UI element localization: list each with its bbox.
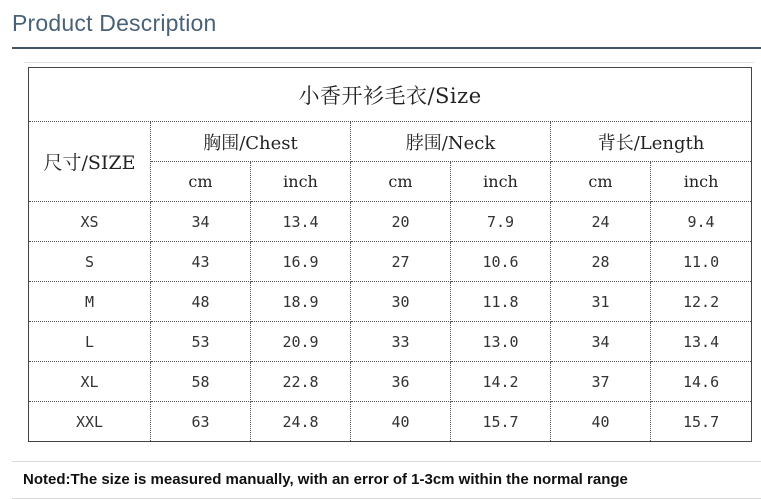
neck-cm: 30 — [351, 282, 451, 322]
table-row — [29, 242, 752, 282]
unit-header-cm: cm — [551, 162, 651, 202]
length-inch: 11.0 — [651, 242, 752, 282]
length-inch: 13.4 — [651, 322, 752, 362]
length-cm: 24 — [551, 202, 651, 242]
neck-cm: 20 — [351, 202, 451, 242]
length-cm: 28 — [551, 242, 651, 282]
table-row — [29, 322, 752, 362]
length-inch: 14.6 — [651, 362, 752, 402]
length-header: 背长/Length — [551, 122, 752, 162]
unit-header-inch: inch — [451, 162, 551, 202]
neck-header: 脖围/Neck — [351, 122, 551, 162]
chest-header: 胸围/Chest — [151, 122, 351, 162]
chest-cm: 43 — [151, 242, 251, 282]
table-row — [29, 362, 752, 402]
unit-header-cm: cm — [351, 162, 451, 202]
length-cm: 34 — [551, 322, 651, 362]
note-bar — [12, 461, 761, 499]
table-row — [29, 202, 752, 242]
size-label: XS — [29, 202, 151, 242]
chest-inch: 13.4 — [251, 202, 351, 242]
chest-inch: 20.9 — [251, 322, 351, 362]
table-row — [29, 282, 752, 322]
neck-inch: 7.9 — [451, 202, 551, 242]
measurement-note: Noted:The size is measured manually, with an error of 1-3cm within the normal range — [23, 471, 628, 488]
neck-cm: 36 — [351, 362, 451, 402]
chest-inch: 16.9 — [251, 242, 351, 282]
chest-cm: 48 — [151, 282, 251, 322]
length-inch: 9.4 — [651, 202, 752, 242]
neck-inch: 13.0 — [451, 322, 551, 362]
size-chart-title: 小香开衫毛衣/Size — [29, 68, 752, 122]
chest-inch: 24.8 — [251, 402, 351, 442]
section-title-divider — [12, 47, 761, 49]
size-chart-image — [24, 62, 754, 447]
section-title: Product Description — [12, 10, 217, 36]
chest-cm: 58 — [151, 362, 251, 402]
neck-cm: 33 — [351, 322, 451, 362]
neck-cm: 40 — [351, 402, 451, 442]
chest-cm: 34 — [151, 202, 251, 242]
size-label: M — [29, 282, 151, 322]
neck-inch: 11.8 — [451, 282, 551, 322]
size-label: L — [29, 322, 151, 362]
neck-inch: 14.2 — [451, 362, 551, 402]
neck-cm: 27 — [351, 242, 451, 282]
length-inch: 15.7 — [651, 402, 752, 442]
unit-header-cm: cm — [151, 162, 251, 202]
length-inch: 12.2 — [651, 282, 752, 322]
chest-cm: 53 — [151, 322, 251, 362]
size-label: S — [29, 242, 151, 282]
length-cm: 37 — [551, 362, 651, 402]
chest-inch: 18.9 — [251, 282, 351, 322]
neck-inch: 10.6 — [451, 242, 551, 282]
size-label: XL — [29, 362, 151, 402]
size-chart-table — [28, 67, 752, 442]
length-cm: 40 — [551, 402, 651, 442]
size-column-header: 尺寸/SIZE — [29, 122, 151, 202]
unit-header-inch: inch — [651, 162, 752, 202]
chest-inch: 22.8 — [251, 362, 351, 402]
table-row — [29, 402, 752, 442]
neck-inch: 15.7 — [451, 402, 551, 442]
chest-cm: 63 — [151, 402, 251, 442]
unit-header-inch: inch — [251, 162, 351, 202]
size-label: XXL — [29, 402, 151, 442]
length-cm: 31 — [551, 282, 651, 322]
